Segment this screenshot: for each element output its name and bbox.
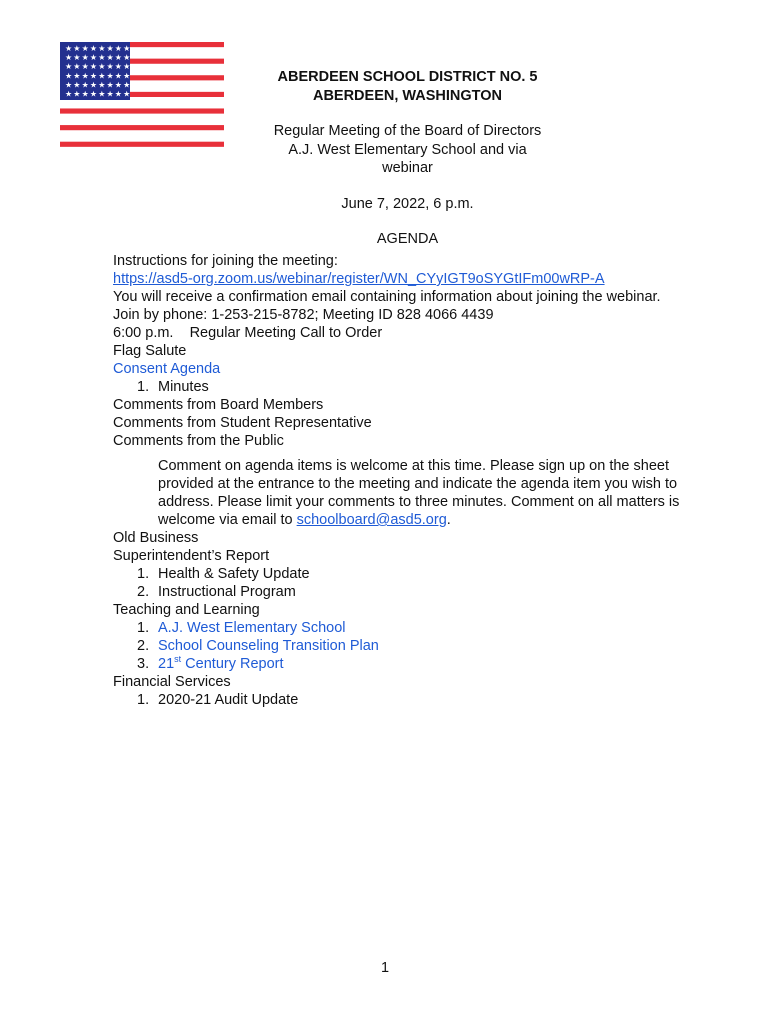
email-link[interactable]: schoolboard@asd5.org [296,512,447,528]
district-name: ABERDEEN SCHOOL DISTRICT NO. 5 [277,69,538,85]
public-comments-text: Comment on agenda items is welcome at this time. Please sign up on the sheet provided at the entrance to the meeting and indicate the agenda item you wish to address. Please limit your comments to three minutes. Comment on all matters is welcome via email to schoolboard@asd5.org. [158,458,680,528]
flag-star: ★ [65,71,73,81]
flag-star: ★ [114,44,122,53]
flag-star: ★ [114,53,122,63]
flag-star: ★ [65,80,73,90]
list-item: 1. Health & Safety Update [137,566,310,582]
flag-star: ★ [106,71,114,81]
phone-info: Join by phone: 1-253-215-8782; Meeting ID 828 4066 4439 [113,307,494,323]
instructions-intro: Instructions for joining the meeting: [113,253,338,269]
meeting-venue: A.J. West Elementary School and via [288,141,527,158]
agenda-body [113,252,713,709]
board-comments: Comments from Board Members [113,397,324,413]
teaching-learning-title: Teaching and Learning [113,602,260,618]
document-header [240,68,575,249]
flag-star: ★ [81,53,89,63]
flag-star: ★ [89,89,98,99]
flag-star: ★ [114,89,122,99]
flag-star: ★ [123,71,131,81]
page-number: 1 [380,960,390,976]
flag-star: ★ [81,62,89,72]
flag-salute: Flag Salute [113,343,187,359]
flag-star: ★ [98,62,106,72]
old-business: Old Business [113,530,199,546]
flag-star: ★ [114,71,122,81]
flag-stripe [60,142,224,147]
flag-star: ★ [106,44,114,53]
flag-star: ★ [89,53,98,63]
flag-star: ★ [73,53,81,63]
flag-star: ★ [65,62,73,72]
meeting-venue-cont: webinar [382,160,433,176]
flag-star: ★ [106,89,114,99]
flag-star: ★ [89,44,98,53]
flag-star: ★ [98,53,106,63]
flag-star: ★ [81,44,89,53]
list-item: 1. Minutes [137,379,209,395]
flag-star: ★ [98,80,106,90]
flag-star: ★ [123,62,131,72]
list-item: 1. 2020-21 Audit Update [137,692,299,708]
district-location: ABERDEEN, WASHINGTON [312,87,503,104]
century-report-link[interactable]: 21st Century Report [158,654,284,672]
flag-star: ★ [89,62,98,72]
call-to-order [113,324,713,342]
student-comments: Comments from Student Representative [113,415,372,431]
flag-star: ★ [106,53,114,63]
flag-star: ★ [123,80,131,90]
list-item: 1. A.J. West Elementary School [137,620,346,636]
flag-star: ★ [123,44,131,53]
flag-star: ★ [81,89,89,99]
flag-star: ★ [81,71,89,81]
flag-star: ★ [73,80,81,90]
flag-star: ★ [89,80,98,90]
flag-star: ★ [65,89,73,99]
flag-star: ★ [98,71,106,81]
call-to-order-time: 6:00 p.m. [113,325,174,341]
flag-star: ★ [65,44,73,53]
flag-star: ★ [114,80,122,90]
public-comments-title: Comments from the Public [113,433,284,449]
list-item: 2. School Counseling Transition Plan [137,638,379,654]
flag-star: ★ [73,89,81,99]
meeting-date: June 7, 2022, 6 p.m. [341,195,474,212]
american-flag-image [60,42,224,150]
flag-star: ★ [98,44,106,53]
meeting-title: Regular Meeting of the Board of Directors [273,123,542,139]
flag-stripe [60,125,224,130]
flag-star: ★ [73,71,81,81]
flag-star: ★ [123,89,131,99]
list-item: 2. Instructional Program [137,584,296,600]
flag-star: ★ [73,44,81,53]
list-item: 3. 21st Century Report [137,654,284,672]
agenda-heading: AGENDA [376,231,439,247]
webinar-link[interactable]: https://asd5-org.zoom.us/webinar/register/WN_CYyIGT9oSYGtIFm00wRP-A [113,271,605,287]
flag-star: ★ [65,53,73,63]
call-to-order-text: Regular Meeting Call to Order [189,325,383,341]
flag-star: ★ [98,89,106,99]
flag-star: ★ [89,71,98,81]
flag-star: ★ [123,53,131,63]
flag-star: ★ [81,80,89,90]
aj-west-link[interactable]: A.J. West Elementary School [158,620,346,636]
financial-services-title: Financial Services [113,674,231,690]
flag-stripe [60,108,224,113]
counseling-plan-link[interactable]: School Counseling Transition Plan [158,638,379,654]
flag-star: ★ [73,62,81,72]
flag-star: ★ [106,80,114,90]
consent-agenda-link[interactable]: Consent Agenda [113,361,221,377]
flag-star: ★ [106,62,114,72]
flag-star: ★ [114,62,122,72]
confirmation-note: You will receive a confirmation email containing information about joining the webinar. [113,289,661,305]
superintendent-report-title: Superintendent’s Report [113,548,270,564]
